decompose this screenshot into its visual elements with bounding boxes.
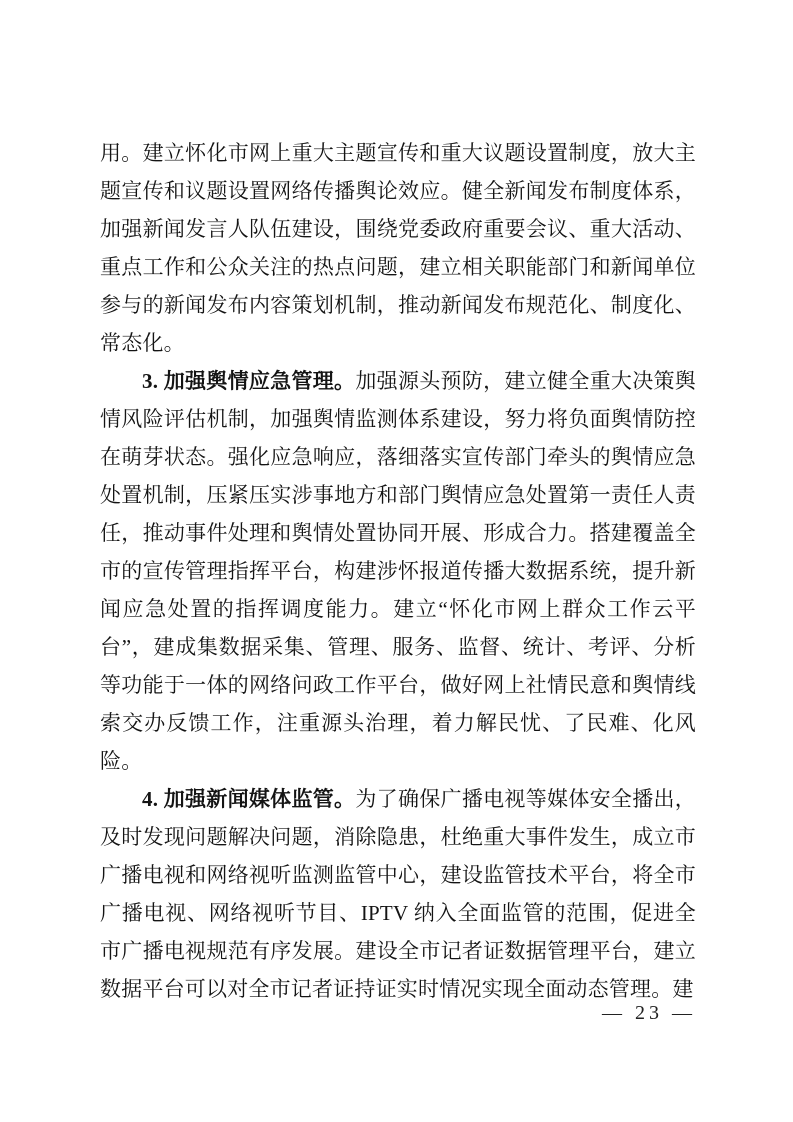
- section-4-heading: 4. 加强新闻媒体监管。: [142, 787, 356, 811]
- paragraph-section-3: [100, 362, 696, 780]
- paragraph-text: 为了确保广播电视等媒体安全播出，及时发现问题解决问题，消除隐患，杜绝重大事件发生，成立市广播电视和网络视听监测监管中心，建设监管技术平台，将全市广播电视、网络视听节目、IPTV 纳入全面监管的范围，促进全市广播电视规范有序发展。建设全市记者证数据管理平台，建立数据平台可以对全市记者证持证实时情况实现全面动态管理。建: [100, 787, 696, 1001]
- paragraph-section-4: [100, 780, 696, 1008]
- paragraph-text: 加强源头预防，建立健全重大决策舆情风险评估机制，加强舆情监测体系建设，努力将负面舆情防控在萌芽状态。强化应急响应，落细落实宣传部门牵头的舆情应急处置机制，压紧压实涉事地方和部门舆情应急处置第一责任人责任，推动事件处理和舆情处置协同开展、形成合力。搭建覆盖全市的宣传管理指挥平台，构建涉怀报道传播大数据系统，提升新闻应急处置的指挥调度能力。建立“怀化市网上群众工作云平台”，建成集数据采集、管理、服务、监督、统计、考评、分析等功能于一体的网络问政工作平台，做好网上社情民意和舆情线索交办反馈工作，注重源头治理，着力解民忧、了民难、化风险。: [100, 369, 696, 773]
- section-3-heading: 3. 加强舆情应急管理。: [142, 369, 356, 393]
- paragraph-continuation: [100, 134, 696, 362]
- text-block: [100, 134, 696, 1008]
- page-number: — 23 —: [602, 1002, 696, 1024]
- paragraph-text: 用。建立怀化市网上重大主题宣传和重大议题设置制度，放大主题宣传和议题设置网络传播舆论效应。健全新闻发布制度体系，加强新闻发言人队伍建设，围绕党委政府重要会议、重大活动、重点工作和公众关注的热点问题，建立相关职能部门和新闻单位参与的新闻发布内容策划机制，推动新闻发布规范化、制度化、常态化。: [100, 141, 696, 355]
